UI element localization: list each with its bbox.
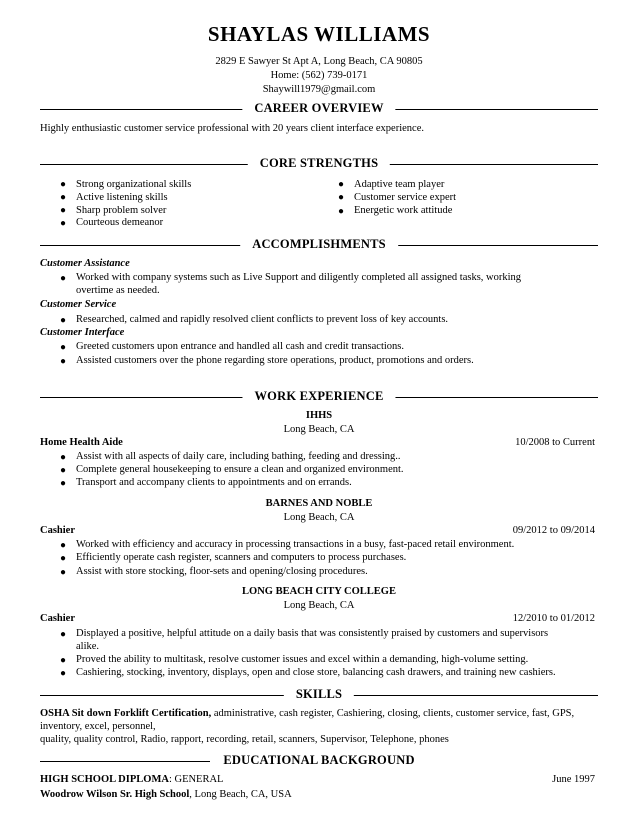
accomplishment-item: Assisted customers over the phone regarding store operations, product, promotions and orders. — [76, 355, 474, 366]
accomplishment-item: Greeted customers upon entrance and handled all cash and credit transactions. — [76, 341, 404, 352]
bullet-icon: ● — [60, 553, 67, 564]
section-title: CAREER OVERVIEW — [242, 101, 395, 116]
strength-item: Customer service expert — [354, 192, 457, 203]
job-duty: Assist with store stocking, floor-sets and opening/closing procedures. — [76, 566, 368, 577]
career-overview-text: Highly enthusiastic customer service professional with 20 years client interface experience. — [40, 123, 424, 134]
section-accomplishments — [40, 238, 598, 252]
degree-detail: : GENERAL — [168, 774, 224, 785]
section-title: SKILLS — [284, 687, 354, 702]
job-duty-continued: alike. — [76, 641, 100, 652]
employer-name: IHHS — [305, 410, 333, 421]
job-title: Cashier — [40, 613, 75, 624]
accomplishment-item: Researched, calmed and rapidly resolved client conflicts to prevent loss of key accounts. — [76, 314, 449, 325]
bullet-icon: ● — [338, 206, 345, 217]
job-dates: 12/2010 to 01/2012 — [512, 613, 595, 624]
job-duty: Worked with efficiency and accuracy in processing transactions in a busy, fast-paced retail environment. — [76, 539, 515, 550]
bullet-icon: ● — [60, 342, 67, 353]
job-dates: 09/2012 to 09/2014 — [512, 525, 595, 536]
strength-item: Adaptive team player — [354, 179, 445, 190]
skills-line-1-rest: administrative, cash register, Cashiering, closing, clients, customer service, fast, GPS, — [211, 708, 575, 719]
section-work-experience — [40, 390, 598, 404]
address: 2829 E Sawyer St Apt A, Long Beach, CA 90805 — [215, 56, 423, 67]
job-title: Home Health Aide — [40, 437, 123, 448]
skills-bold-lead: OSHA Sit down Forklift Certification, — [40, 708, 212, 719]
bullet-icon: ● — [60, 655, 67, 666]
bullet-icon: ● — [60, 192, 67, 203]
accomplishment-heading: Customer Service — [40, 299, 117, 310]
section-title: EDUCATIONAL BACKGROUND — [211, 753, 426, 768]
section-rule — [40, 761, 210, 762]
education-degree — [40, 774, 223, 785]
strength-item: Courteous demeanor — [76, 217, 164, 228]
bullet-icon: ● — [338, 192, 345, 203]
section-skills — [40, 688, 598, 702]
job-duty: Complete general housekeeping to ensure a clean and organized environment. — [76, 464, 404, 475]
strength-item: Strong organizational skills — [76, 179, 192, 190]
skills-line-1 — [40, 708, 574, 719]
job-duty: Proved the ability to multitask, resolve customer issues and excel within a demanding, high-volume setting. — [76, 654, 529, 665]
job-duty: Displayed a positive, helpful attitude on a daily basis that was consistently praised by customers and supervisors — [76, 628, 549, 639]
resume-name: SHAYLAS WILLIAMS — [207, 22, 431, 46]
job-duty: Assist with all aspects of daily care, including bathing, feeding and dressing.. — [76, 451, 401, 462]
section-title: ACCOMPLISHMENTS — [240, 237, 398, 252]
bullet-icon: ● — [60, 356, 67, 367]
bullet-icon: ● — [60, 273, 67, 284]
section-education — [40, 754, 598, 768]
bullet-icon: ● — [60, 668, 67, 679]
section-title: CORE STRENGTHS — [248, 156, 390, 171]
strength-item: Energetic work attitude — [354, 205, 453, 216]
section-title: WORK EXPERIENCE — [242, 389, 395, 404]
employer-location: Long Beach, CA — [283, 512, 355, 523]
education-date: June 1997 — [552, 774, 595, 785]
bullet-icon: ● — [338, 179, 345, 190]
section-core-strengths — [40, 157, 598, 171]
accomplishment-item: Worked with company systems such as Live Support and diligently completed all assigned tasks, working — [76, 272, 522, 283]
job-title: Cashier — [40, 525, 75, 536]
degree-name: HIGH SCHOOL DIPLOMA — [40, 774, 169, 785]
bullet-icon: ● — [60, 567, 67, 578]
bullet-icon: ● — [60, 478, 67, 489]
email: Shaywill1979@gmail.com — [262, 84, 376, 95]
job-duty: Transport and accompany clients to appointments and on errands. — [76, 477, 352, 488]
accomplishment-heading: Customer Interface — [40, 327, 125, 338]
employer-location: Long Beach, CA — [283, 424, 355, 435]
section-career-overview — [40, 102, 598, 116]
bullet-icon: ● — [60, 205, 67, 216]
bullet-icon: ● — [60, 179, 67, 190]
strength-item: Active listening skills — [76, 192, 168, 203]
skills-line-2: inventory, excel, personnel, — [40, 721, 156, 732]
accomplishment-item-continued: overtime as needed. — [76, 285, 160, 296]
bullet-icon: ● — [60, 315, 67, 326]
bullet-icon: ● — [60, 465, 67, 476]
job-dates: 10/2008 to Current — [515, 437, 595, 448]
employer-location: Long Beach, CA — [283, 600, 355, 611]
strength-item: Sharp problem solver — [76, 205, 167, 216]
bullet-icon: ● — [60, 452, 67, 463]
accomplishment-heading: Customer Assistance — [40, 258, 130, 269]
bullet-icon: ● — [60, 540, 67, 551]
school-location: , Long Beach, CA, USA — [189, 789, 292, 800]
bullet-icon: ● — [60, 218, 67, 229]
skills-line-3: quality, quality control, Radio, rapport, recording, retail, scanners, Supervisor, Telephone, phones — [40, 734, 449, 745]
phone: Home: (562) 739-0171 — [270, 70, 368, 81]
employer-name: LONG BEACH CITY COLLEGE — [242, 586, 396, 597]
job-duty: Efficiently operate cash register, scanners and computers to process purchases. — [76, 552, 407, 563]
bullet-icon: ● — [60, 629, 67, 640]
school-name: Woodrow Wilson Sr. High School — [40, 789, 190, 800]
education-school — [40, 789, 292, 800]
employer-name: BARNES AND NOBLE — [265, 498, 373, 509]
job-duty: Cashiering, stocking, inventory, displays, open and close store, balancing cash drawers, and training new cashiers. — [76, 667, 556, 678]
